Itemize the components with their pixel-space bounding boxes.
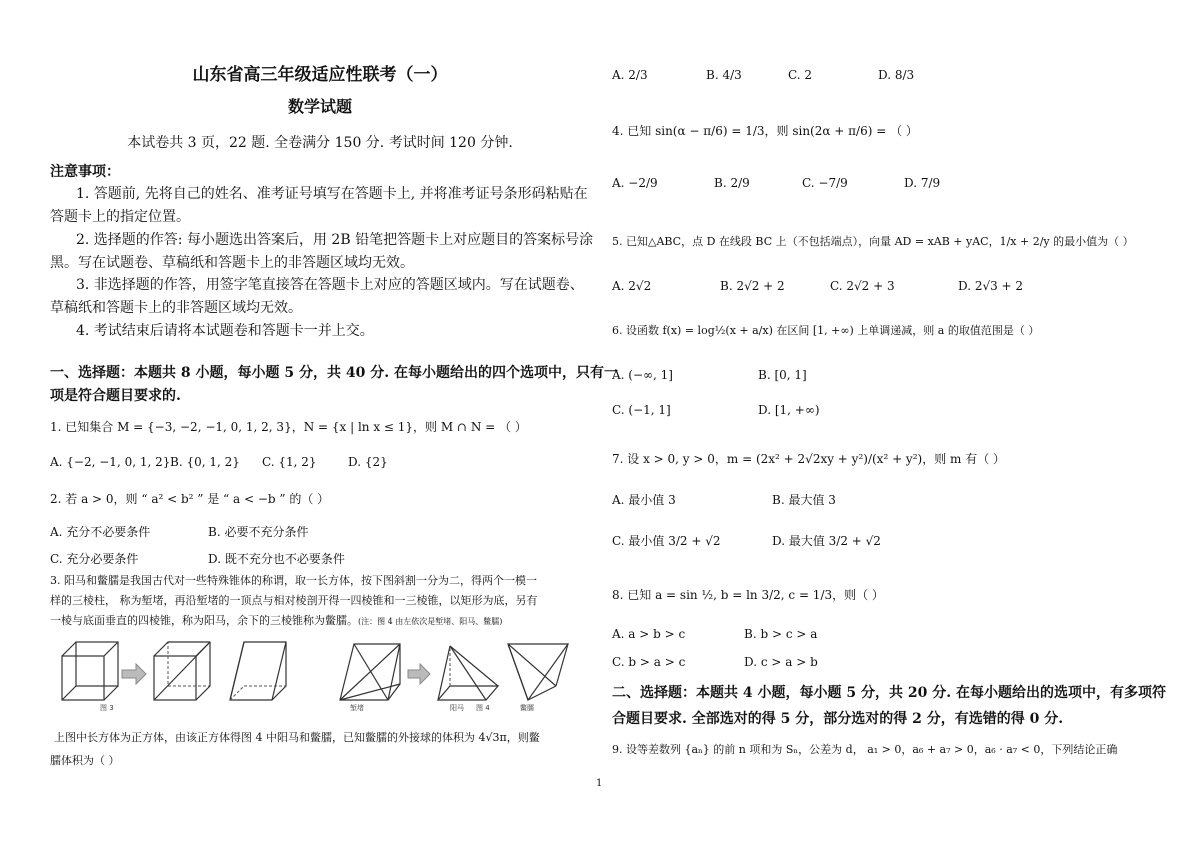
cube-cut-figure — [154, 642, 210, 700]
q7-stem: 7. 设 x > 0, y > 0，m = (2x² + 2√2xy + y²)/(x² + y²)，则 m 有（ ） — [612, 452, 1006, 466]
q1-option-d: D. {2} — [348, 455, 388, 469]
cube-figure — [62, 642, 118, 700]
note-1-line-1: 1. 答题前, 先将自己的姓名、准考证号填写在答题卡上, 并将准考证号条形码粘贴在 — [76, 186, 588, 202]
q4-option-b: B. 2/9 — [714, 176, 750, 190]
q1-option-a: A. {−2, −1, 0, 1, 2} — [50, 455, 171, 469]
q3-note: (注：图 4 由左依次是堑堵、阳马、鳖臑) — [358, 617, 503, 626]
q3-figure — [58, 634, 578, 716]
q8-option-c: C. b > a > c — [612, 655, 686, 669]
q2-option-a: A. 充分不必要条件 — [50, 525, 151, 539]
q6-option-d: D. [1, +∞) — [758, 403, 820, 417]
fig-label-4: 图 4 — [476, 704, 490, 712]
q8-option-b: B. b > c > a — [744, 627, 818, 641]
page-number: 1 — [596, 778, 603, 789]
exam-info: 本试卷共 3 页，22 题. 全卷满分 150 分. 考试时间 120 分钟. — [127, 135, 513, 151]
section-1-heading-line-1: 一、选择题：本题共 8 小题，每小题 5 分，共 40 分. 在每小题给出的四个选项中，只有一 — [50, 365, 618, 381]
q3-line-3 — [50, 612, 502, 628]
q6-option-c: C. (−1, 1] — [612, 403, 671, 417]
q6-option-a: A. (−∞, 1] — [612, 368, 673, 382]
q5-option-b: B. 2√2 + 2 — [720, 279, 785, 293]
fig-label-bienao: 鳖臑 — [520, 704, 534, 712]
fig-label-3: 图 3 — [100, 704, 114, 712]
bienao-figure — [508, 644, 568, 700]
fig-label-yangma: 阳马 — [450, 704, 464, 712]
q9-stem: 9. 设等差数列 {aₙ} 的前 n 项和为 Sₙ，公差为 d， a₁ > 0，a₆ + a₇ > 0，a₆ · a₇ < 0，下列结论正确 — [612, 743, 1118, 756]
q3-line-1: 3. 阳马和鳖臑是我国古代对一些特殊锥体的称谓，取一长方体，按下图斜割一分为二，得两个一模一 — [50, 574, 537, 587]
notes-heading: 注意事项： — [50, 164, 120, 180]
q4-stem: 4. 已知 sin(α − π/6) = 1/3，则 sin(2α + π/6) = （ ） — [612, 124, 918, 138]
q5-option-c: C. 2√2 + 3 — [830, 279, 895, 293]
q3-option-d: D. 8/3 — [878, 68, 915, 82]
section-1-heading-line-2: 项是符合题目要求的. — [50, 388, 181, 404]
q4-option-c: C. −7/9 — [802, 176, 848, 190]
qiandu-figure — [230, 642, 286, 700]
section-2-heading-line-2: 合题目要求. 全部选对的得 5 分，部分选对的得 2 分，有选错的得 0 分. — [612, 711, 1064, 727]
q5-option-a: A. 2√2 — [612, 279, 652, 293]
fig-label-qiandu: 堑堵 — [350, 704, 364, 712]
q8-option-d: D. c > a > b — [744, 655, 818, 669]
q4-option-a: A. −2/9 — [612, 176, 658, 190]
q7-option-d: D. 最大值 3/2 + √2 — [772, 534, 881, 548]
q3-line-5: 臑体积为（ ） — [50, 754, 120, 767]
q3-option-a: A. 2/3 — [612, 68, 648, 82]
yangma-figure — [438, 646, 498, 700]
q3-option-b: B. 4/3 — [706, 68, 742, 82]
q5-option-d: D. 2√3 + 2 — [958, 279, 1024, 293]
q4-option-d: D. 7/9 — [904, 176, 941, 190]
qiandu-split-figure — [340, 644, 400, 700]
q2-option-c: C. 充分必要条件 — [50, 552, 139, 566]
q6-option-b: B. [0, 1] — [758, 368, 807, 382]
arrow-icon — [122, 664, 146, 684]
q2-option-d: D. 既不充分也不必要条件 — [208, 552, 345, 566]
q1-option-b: B. {0, 1, 2} — [170, 455, 240, 469]
q7-option-b: B. 最大值 3 — [772, 493, 836, 507]
page-title: 山东省高三年级适应性联考（一） — [192, 65, 448, 85]
q5-stem: 5. 已知△ABC，点 D 在线段 BC 上（不包括端点），向量 AD = xAB + yAC，1/x + 2/y 的最小值为（ ） — [612, 235, 1134, 248]
q3-line-2: 样的三棱柱， 称为堑堵，再沿堑堵的一顶点与相对棱剖开得一四棱锥和一三棱锥，以矩形为底，另有 — [50, 594, 538, 607]
q3-line-4: 上图中长方体为正方体，由该正方体得图 4 中阳马和鳖臑，已知鳖臑的外接球的体积为 4√3π，则鳖 — [54, 731, 540, 744]
q8-option-a: A. a > b > c — [612, 627, 686, 641]
note-2-line-2: 黑。写在试题卷、草稿纸和答题卡上的非答题区域均无效。 — [50, 255, 414, 271]
page-subtitle: 数学试题 — [287, 97, 352, 116]
note-3-line-2: 草稿纸和答题卡上的非答题区域均无效。 — [50, 300, 302, 316]
q2-option-b: B. 必要不充分条件 — [208, 525, 309, 539]
q2-stem: 2. 若 a > 0，则 “ a² < b² ” 是 “ a < −b ” 的（ ） — [50, 492, 330, 506]
note-2-line-1: 2. 选择题的作答: 每小题选出答案后，用 2B 铅笔把答题卡上对应题目的答案标号涂 — [76, 232, 594, 248]
q1-stem: 1. 已知集合 M = {−3, −2, −1, 0, 1, 2, 3}，N = {x | ln x ≤ 1}，则 M ∩ N = （ ） — [50, 420, 527, 434]
section-2-heading-line-1: 二、选择题：本题共 4 小题，每小题 5 分，共 20 分. 在每小题给出的选项中，有多项符 — [612, 685, 1166, 701]
q7-option-c: C. 最小值 3/2 + √2 — [612, 534, 721, 548]
q8-stem: 8. 已知 a = sin ½, b = ln 3/2, c = 1/3，则（ ） — [612, 588, 884, 602]
note-4: 4. 考试结束后请将本试题卷和答题卡一并上交。 — [76, 323, 374, 339]
note-1-line-2: 答题卡上的指定位置。 — [50, 209, 190, 225]
note-3-line-1: 3. 非选择题的作答，用签字笔直接答在答题卡上对应的答题区域内。写在试题卷、 — [76, 277, 584, 293]
arrow-icon — [408, 664, 430, 684]
q3-line-3-text: 一棱与底面垂直的四棱锥，称为阳马，余下的三棱锥称为鳖臑。 — [50, 614, 358, 627]
q6-stem: 6. 设函数 f(x) = log½(x + a/x) 在区间 [1, +∞) 上单调递减，则 a 的取值范围是（ ） — [612, 324, 1040, 337]
q1-option-c: C. {1, 2} — [262, 455, 317, 469]
q3-option-c: C. 2 — [788, 68, 813, 82]
q7-option-a: A. 最小值 3 — [612, 493, 676, 507]
